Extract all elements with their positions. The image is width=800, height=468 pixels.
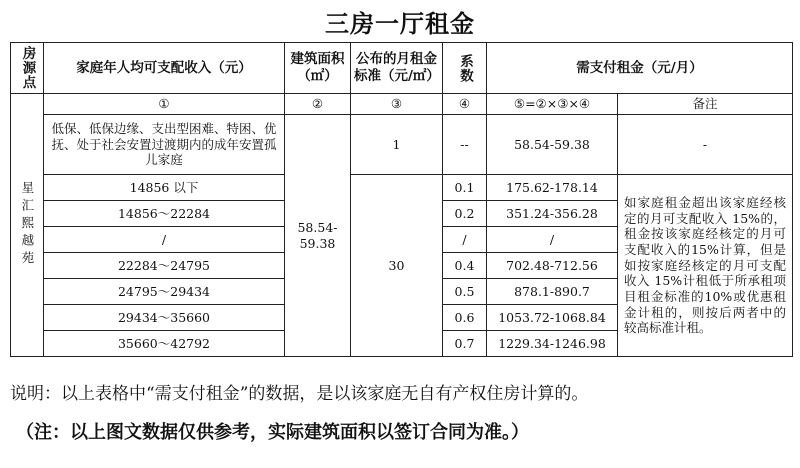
row-coef: 0.7 xyxy=(443,331,487,357)
row-income: 29434～35660 xyxy=(44,305,285,331)
index-1: ① xyxy=(44,94,285,115)
row-coef: / xyxy=(443,227,487,253)
header-income: 家庭年人均可支配收入（元） xyxy=(44,43,285,94)
index-5: ⑤=②×③×④ xyxy=(487,94,618,115)
row-income: 22284～24795 xyxy=(44,253,285,279)
row-income: 35660～42792 xyxy=(44,331,285,357)
special-coef: -- xyxy=(443,115,487,175)
header-coef-label: 系数 xyxy=(456,53,473,83)
header-pay: 需支付租金（元/月） xyxy=(487,43,793,94)
table-row xyxy=(11,175,793,201)
row-pay: 351.24-356.28 xyxy=(487,201,618,227)
row-coef: 0.5 xyxy=(443,279,487,305)
standard-special: 1 xyxy=(351,115,443,175)
row-coef: 0.6 xyxy=(443,305,487,331)
special-note: - xyxy=(618,115,793,175)
source-cell xyxy=(11,94,44,357)
area-value: 58.54-59.38 xyxy=(285,115,351,357)
row-income: 24795～29434 xyxy=(44,279,285,305)
index-3: ③ xyxy=(351,94,443,115)
footnote: 说明：以上表格中“需支付租金”的数据，是以该家庭无自有产权住房计算的。 xyxy=(10,384,589,404)
header-area: 建筑面积（㎡） xyxy=(285,43,351,94)
row-pay: 1053.72-1068.84 xyxy=(487,305,618,331)
standard-general: 30 xyxy=(351,175,443,357)
index-4: ④ xyxy=(443,94,487,115)
row-income: / xyxy=(44,227,285,253)
row-coef: 0.4 xyxy=(443,253,487,279)
index-2: ② xyxy=(285,94,351,115)
header-coef xyxy=(443,43,487,94)
index-6: 备注 xyxy=(618,94,793,115)
row-pay: 175.62-178.14 xyxy=(487,175,618,201)
page-title: 三房一厅租金 xyxy=(325,9,475,38)
header-row xyxy=(11,43,793,94)
row-pay: 878.1-890.7 xyxy=(487,279,618,305)
header-standard: 公布的月租金标准（元/㎡） xyxy=(351,43,443,94)
row-pay: 702.48-712.56 xyxy=(487,253,618,279)
row-pay: / xyxy=(487,227,618,253)
header-source-label: 房源点 xyxy=(19,46,36,90)
row-income: 14856～22284 xyxy=(44,201,285,227)
special-pay: 58.54-59.38 xyxy=(487,115,618,175)
source-name: 星汇熙越苑 xyxy=(19,181,35,269)
note-text: 如家庭租金超出该家庭经核定的月可支配收入 15%的，租金按该家庭经核定的月可支配收入的15%计算，但是如按家庭经核定的月可支配收入 15%计租低于所承租项目租金标准的10%或优惠租金计租的，则按后两者中的较高标准计租。 xyxy=(618,175,793,357)
special-income: 低保、低保边缘、支出型困难、特困、优抚、处于社会安置过渡期内的成年安置孤儿家庭 xyxy=(44,115,285,175)
rent-table xyxy=(10,42,793,357)
row-coef: 0.2 xyxy=(443,201,487,227)
row-coef: 0.1 xyxy=(443,175,487,201)
row-pay: 1229.34-1246.98 xyxy=(487,331,618,357)
row-income: 14856 以下 xyxy=(44,175,285,201)
header-source xyxy=(11,43,44,94)
disclaimer: （注：以上图文数据仅供参考，实际建筑面积以签订合同为准。） xyxy=(16,422,529,443)
table-row-special xyxy=(11,115,793,175)
index-row xyxy=(11,94,793,115)
